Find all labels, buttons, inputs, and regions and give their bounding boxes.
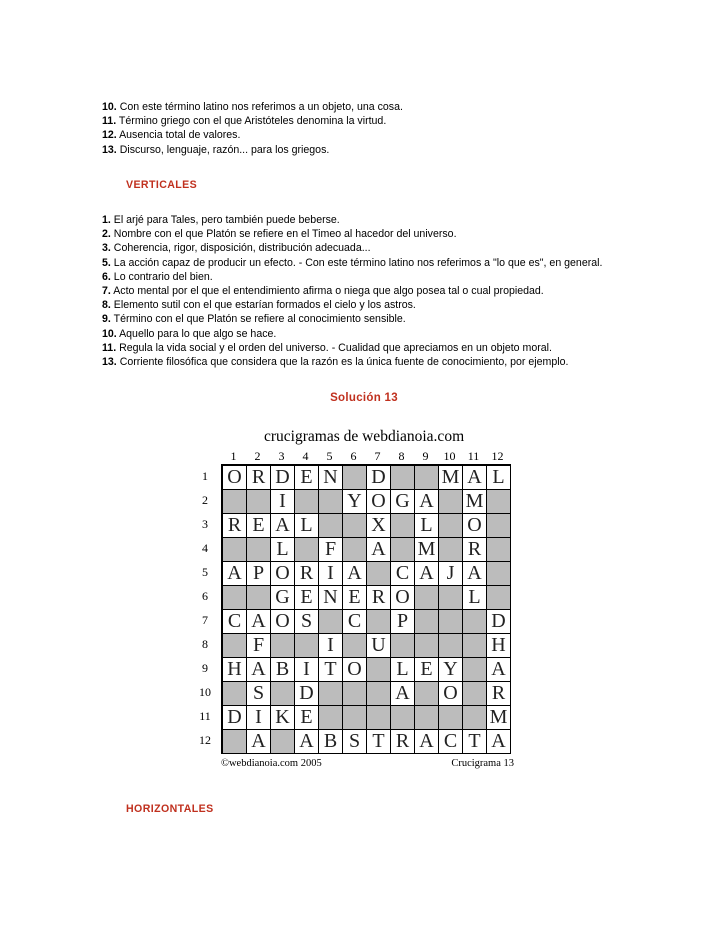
grid-cell-blocked bbox=[223, 634, 246, 657]
grid-cell: C bbox=[223, 610, 246, 633]
grid-cell-blocked bbox=[463, 610, 486, 633]
grid-cell-blocked bbox=[367, 682, 390, 705]
clue-text: Aquello para lo que algo se hace. bbox=[119, 327, 277, 340]
grid-cell-blocked bbox=[463, 658, 486, 681]
clue-number: 11. bbox=[102, 341, 117, 354]
row-number: 2 bbox=[202, 493, 208, 507]
clue-item bbox=[102, 327, 612, 341]
grid-cell-blocked bbox=[391, 634, 414, 657]
grid-cell-blocked bbox=[463, 706, 486, 729]
solution-title: Solución 13 bbox=[330, 392, 398, 404]
row-number: 9 bbox=[202, 661, 208, 675]
grid-cell-blocked bbox=[343, 634, 366, 657]
grid-cell: O bbox=[271, 610, 294, 633]
grid-cell: R bbox=[367, 586, 390, 609]
grid-cell: P bbox=[391, 610, 414, 633]
grid-cell: R bbox=[247, 466, 270, 489]
grid-cell: R bbox=[391, 730, 414, 753]
grid-cell: X bbox=[367, 514, 390, 537]
grid-cell-blocked bbox=[415, 682, 438, 705]
row-number: 4 bbox=[202, 541, 208, 555]
grid-cell: I bbox=[295, 658, 318, 681]
grid-cell: L bbox=[487, 466, 510, 489]
clue-number: 2. bbox=[102, 228, 111, 241]
clue-number: 10. bbox=[102, 101, 117, 113]
row-number: 5 bbox=[202, 565, 208, 579]
grid-cell: O bbox=[223, 466, 246, 489]
grid-cell: L bbox=[295, 514, 318, 537]
grid-cell: D bbox=[487, 610, 510, 633]
clue-item bbox=[102, 341, 612, 355]
grid-cell-blocked bbox=[271, 730, 294, 753]
clue-text: Término griego con el que Aristóteles denomina la virtud. bbox=[118, 115, 387, 128]
clue-text: Con este término latino nos referimos a un objeto, una cosa. bbox=[119, 101, 403, 113]
clue-text: Regula la vida social y el orden del universo. - Cualidad que apreciamos en un objeto moral. bbox=[119, 341, 552, 354]
grid-cell: J bbox=[439, 562, 462, 585]
grid-cell: E bbox=[343, 586, 366, 609]
clue-number: 8. bbox=[102, 299, 111, 312]
grid-cell: E bbox=[247, 514, 270, 537]
clue-text: Término con el que Platón se refiere al conocimiento sensible. bbox=[113, 313, 406, 326]
grid-cell-blocked bbox=[415, 586, 438, 609]
grid-cell: A bbox=[487, 730, 510, 753]
crossword-grid bbox=[221, 464, 511, 754]
clue-number: 11. bbox=[102, 115, 117, 128]
grid-cell: A bbox=[415, 490, 438, 513]
grid-cell: C bbox=[391, 562, 414, 585]
horizontales-heading: HORIZONTALES bbox=[126, 803, 214, 815]
grid-cell: L bbox=[415, 514, 438, 537]
grid-cell-blocked bbox=[343, 514, 366, 537]
grid-cell: S bbox=[295, 610, 318, 633]
column-number: 7 bbox=[374, 449, 381, 463]
row-number: 8 bbox=[202, 637, 208, 651]
clue-text: Nombre con el que Platón se refiere en el Timeo al hacedor del universo. bbox=[113, 228, 457, 241]
grid-cell: O bbox=[439, 682, 462, 705]
grid-cell: D bbox=[367, 466, 390, 489]
grid-cell-blocked bbox=[295, 634, 318, 657]
grid-cell-blocked bbox=[415, 466, 438, 489]
grid-cell-blocked bbox=[271, 634, 294, 657]
column-number: 1 bbox=[230, 449, 237, 463]
row-number: 12 bbox=[199, 733, 211, 747]
grid-cell: E bbox=[415, 658, 438, 681]
grid-cell: R bbox=[295, 562, 318, 585]
row-number: 1 bbox=[202, 469, 208, 483]
clue-text: Lo contrario del bien. bbox=[113, 270, 213, 283]
grid-cell: O bbox=[367, 490, 390, 513]
grid-cell-blocked bbox=[223, 730, 246, 753]
grid-cell: M bbox=[463, 490, 486, 513]
grid-cell: R bbox=[223, 514, 246, 537]
clue-item bbox=[102, 270, 612, 284]
grid-cell: A bbox=[223, 562, 246, 585]
clue-number: 5. bbox=[102, 256, 111, 269]
grid-cell-blocked bbox=[343, 682, 366, 705]
grid-cell: H bbox=[223, 658, 246, 681]
grid-cell-blocked bbox=[439, 634, 462, 657]
grid-cell-blocked bbox=[487, 514, 510, 537]
grid-cell: A bbox=[367, 538, 390, 561]
grid-cell-blocked bbox=[343, 706, 366, 729]
grid-cell-blocked bbox=[367, 562, 390, 585]
grid-cell: U bbox=[367, 634, 390, 657]
grid-cell: B bbox=[319, 730, 342, 753]
column-number: 2 bbox=[254, 449, 261, 463]
grid-cell: A bbox=[247, 730, 270, 753]
grid-cell-blocked bbox=[319, 682, 342, 705]
grid-cell-blocked bbox=[247, 538, 270, 561]
clue-text: El arjé para Tales, pero también puede beberse. bbox=[113, 214, 340, 226]
clue-number: 7. bbox=[102, 285, 111, 298]
clue-number: 13. bbox=[102, 143, 117, 156]
grid-cell: R bbox=[463, 538, 486, 561]
grid-cell: L bbox=[271, 538, 294, 561]
grid-cell-blocked bbox=[295, 538, 318, 561]
crossword-solution-image bbox=[190, 427, 528, 772]
crossword-label: Crucigrama 13 bbox=[451, 758, 514, 769]
grid-cell: R bbox=[487, 682, 510, 705]
grid-cell: E bbox=[295, 466, 318, 489]
grid-cell: A bbox=[247, 610, 270, 633]
row-number: 6 bbox=[202, 589, 208, 603]
clue-number: 12. bbox=[102, 129, 117, 142]
row-number: 11 bbox=[199, 709, 211, 723]
grid-cell-blocked bbox=[439, 538, 462, 561]
grid-cell-blocked bbox=[367, 658, 390, 681]
column-number: 4 bbox=[302, 449, 309, 463]
grid-cell: A bbox=[487, 658, 510, 681]
clue-text: Corriente filosófica que considera que la razón es la única fuente de conocimiento, por ejemplo. bbox=[119, 356, 569, 369]
column-number: 12 bbox=[491, 449, 504, 463]
grid-cell: A bbox=[391, 682, 414, 705]
grid-cell: A bbox=[463, 562, 486, 585]
grid-cell-blocked bbox=[463, 682, 486, 705]
grid-cell-blocked bbox=[439, 610, 462, 633]
grid-cell: A bbox=[271, 514, 294, 537]
row-number: 3 bbox=[202, 517, 208, 531]
grid-cell-blocked bbox=[487, 562, 510, 585]
column-number: 10 bbox=[443, 449, 456, 463]
clue-text: La acción capaz de producir un efecto. - Con este término latino nos referimos a "lo que es", en general. bbox=[113, 256, 603, 269]
grid-cell-blocked bbox=[319, 514, 342, 537]
clue-text: Discurso, lenguaje, razón... para los griegos. bbox=[119, 143, 330, 156]
grid-cell: O bbox=[391, 586, 414, 609]
column-number: 11 bbox=[467, 449, 480, 463]
grid-cell: K bbox=[271, 706, 294, 729]
grid-cell: T bbox=[367, 730, 390, 753]
vertical-clues-list bbox=[102, 213, 612, 369]
clue-item bbox=[102, 227, 612, 241]
grid-cell: S bbox=[247, 682, 270, 705]
grid-cell: A bbox=[415, 562, 438, 585]
grid-cell: A bbox=[415, 730, 438, 753]
clue-item bbox=[102, 355, 612, 369]
clue-number: 9. bbox=[102, 313, 111, 326]
clue-number: 1. bbox=[102, 214, 111, 226]
grid-cell: M bbox=[487, 706, 510, 729]
column-number: 8 bbox=[398, 449, 405, 463]
grid-cell-blocked bbox=[319, 490, 342, 513]
column-number: 6 bbox=[350, 449, 357, 463]
grid-cell-blocked bbox=[223, 682, 246, 705]
clue-item bbox=[102, 114, 612, 128]
clue-item bbox=[102, 241, 612, 255]
clue-item bbox=[102, 143, 612, 157]
grid-cell: S bbox=[343, 730, 366, 753]
clue-item bbox=[102, 284, 612, 298]
grid-cell: M bbox=[415, 538, 438, 561]
grid-cell-blocked bbox=[367, 706, 390, 729]
grid-cell: H bbox=[487, 634, 510, 657]
grid-cell-blocked bbox=[223, 490, 246, 513]
grid-cell-blocked bbox=[487, 490, 510, 513]
row-number: 10 bbox=[199, 685, 211, 699]
grid-cell: F bbox=[247, 634, 270, 657]
grid-cell: O bbox=[271, 562, 294, 585]
column-number: 3 bbox=[278, 449, 285, 463]
grid-cell: A bbox=[463, 466, 486, 489]
grid-cell: G bbox=[271, 586, 294, 609]
grid-cell-blocked bbox=[487, 538, 510, 561]
grid-cell: D bbox=[223, 706, 246, 729]
clue-number: 3. bbox=[102, 242, 111, 255]
grid-cell-blocked bbox=[391, 706, 414, 729]
grid-cell: L bbox=[391, 658, 414, 681]
clue-item bbox=[102, 298, 612, 312]
grid-cell: Y bbox=[439, 658, 462, 681]
grid-cell: I bbox=[319, 562, 342, 585]
clue-text: Ausencia total de valores. bbox=[119, 129, 241, 142]
grid-cell: A bbox=[295, 730, 318, 753]
clue-item bbox=[102, 213, 612, 227]
clue-item bbox=[102, 100, 612, 114]
grid-cell: M bbox=[439, 466, 462, 489]
grid-cell: P bbox=[247, 562, 270, 585]
grid-cell-blocked bbox=[247, 586, 270, 609]
grid-cell: O bbox=[343, 658, 366, 681]
clue-item bbox=[102, 128, 612, 142]
verticales-heading: VERTICALES bbox=[126, 179, 198, 191]
grid-cell: F bbox=[319, 538, 342, 561]
grid-cell-blocked bbox=[247, 490, 270, 513]
grid-cell-blocked bbox=[415, 610, 438, 633]
grid-cell-blocked bbox=[439, 514, 462, 537]
clue-text: Acto mental por el que el entendimiento afirma o niega que algo posea tal o cual propiedad. bbox=[113, 285, 544, 298]
crossword-title: crucigramas de webdianoia.com bbox=[264, 428, 465, 445]
grid-cell-blocked bbox=[223, 586, 246, 609]
grid-cell-blocked bbox=[391, 514, 414, 537]
grid-cell-blocked bbox=[415, 634, 438, 657]
crossword-copyright: ©webdianoia.com 2005 bbox=[221, 758, 322, 769]
grid-cell: I bbox=[271, 490, 294, 513]
grid-cell-blocked bbox=[391, 538, 414, 561]
grid-cell: D bbox=[271, 466, 294, 489]
clue-number: 10. bbox=[102, 327, 117, 340]
grid-cell-blocked bbox=[295, 490, 318, 513]
grid-cell: E bbox=[295, 586, 318, 609]
grid-cell: E bbox=[295, 706, 318, 729]
grid-cell-blocked bbox=[223, 538, 246, 561]
grid-cell: B bbox=[271, 658, 294, 681]
grid-cell-blocked bbox=[271, 682, 294, 705]
clue-number: 6. bbox=[102, 270, 111, 283]
grid-cell: T bbox=[463, 730, 486, 753]
grid-cell: N bbox=[319, 586, 342, 609]
grid-cell: T bbox=[319, 658, 342, 681]
grid-cell-blocked bbox=[439, 706, 462, 729]
column-number: 9 bbox=[422, 449, 429, 463]
row-number: 7 bbox=[202, 613, 208, 627]
grid-cell-blocked bbox=[439, 586, 462, 609]
grid-cell-blocked bbox=[343, 538, 366, 561]
clue-item bbox=[102, 256, 612, 270]
grid-cell: I bbox=[319, 634, 342, 657]
grid-cell-blocked bbox=[487, 586, 510, 609]
grid-cell: A bbox=[343, 562, 366, 585]
grid-cell: C bbox=[343, 610, 366, 633]
grid-cell: I bbox=[247, 706, 270, 729]
horizontal-clues-list bbox=[102, 100, 612, 157]
grid-cell: D bbox=[295, 682, 318, 705]
grid-cell: A bbox=[247, 658, 270, 681]
column-number: 5 bbox=[326, 449, 333, 463]
clue-item bbox=[102, 312, 612, 326]
grid-cell-blocked bbox=[415, 706, 438, 729]
clue-text: Coherencia, rigor, disposición, distribución adecuada... bbox=[113, 242, 371, 255]
grid-cell: L bbox=[463, 586, 486, 609]
grid-cell-blocked bbox=[319, 610, 342, 633]
grid-cell: G bbox=[391, 490, 414, 513]
clue-text: Elemento sutil con el que estarían formados el cielo y los astros. bbox=[113, 299, 416, 312]
grid-cell-blocked bbox=[391, 466, 414, 489]
grid-cell: N bbox=[319, 466, 342, 489]
grid-cell-blocked bbox=[367, 610, 390, 633]
grid-cell-blocked bbox=[463, 634, 486, 657]
grid-cell: C bbox=[439, 730, 462, 753]
grid-cell-blocked bbox=[439, 490, 462, 513]
grid-cell: O bbox=[463, 514, 486, 537]
grid-cell: Y bbox=[343, 490, 366, 513]
grid-cell-blocked bbox=[319, 706, 342, 729]
grid-cell-blocked bbox=[343, 466, 366, 489]
clue-number: 13. bbox=[102, 356, 117, 369]
